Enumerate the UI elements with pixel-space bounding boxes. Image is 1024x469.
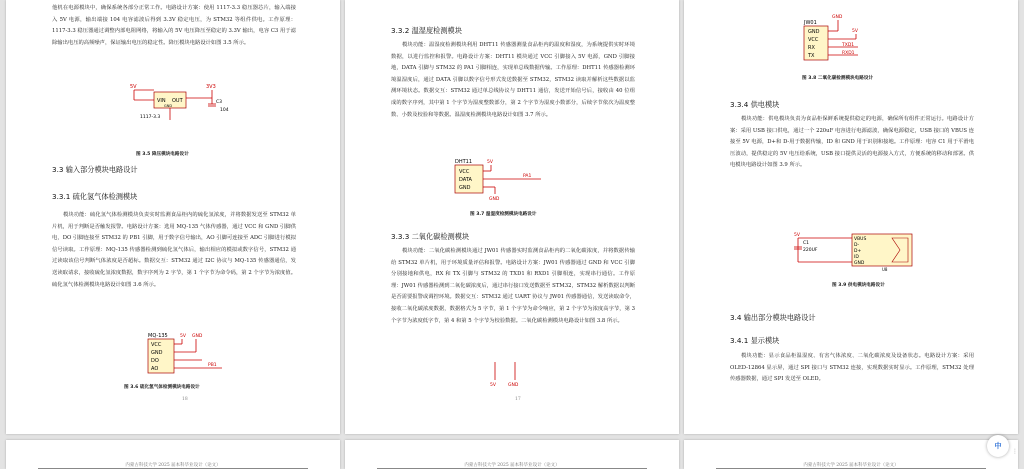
chip-label: 1117-3.3 xyxy=(140,115,161,120)
pin-label: GND xyxy=(808,29,820,35)
cap-label: C1 xyxy=(803,241,810,246)
subsection-heading: 3.3.2 温湿度检测模块 xyxy=(391,26,462,35)
pin-label: DO xyxy=(151,358,159,364)
cap-value: 220UF xyxy=(803,248,818,253)
document-page-6 xyxy=(684,440,1018,469)
figure-caption: 图 3.9 供电模块电路设计 xyxy=(832,283,885,288)
net-label-gnd: GND xyxy=(508,383,519,388)
circuit-figure-3-9 xyxy=(792,228,922,272)
cap-label: C3 xyxy=(216,100,223,105)
document-page-2 xyxy=(345,0,679,434)
circuit-figure-3-8-top xyxy=(485,362,545,392)
pin-label: VCC xyxy=(808,37,819,43)
circuit-figure-3-7 xyxy=(451,156,561,201)
paragraph: 模块功能：温湿度检测模块利用 DHT11 传感器测量食品柜内的温度和湿度，为系统提供实时环境数据，以进行监控和报警。电路设计方案：DHT11 模块通过 VCC 引脚接入 5V 电源，GND 引脚接地，DATA 引脚与 STM32 的 PA1 引脚相连，实现单总线数据传输。工作原理：DHT11 传感器检测环境温湿度后，通过 DATA 引脚以数字信号形式发送数据至 STM32，STM32 读取并解析这些数据以监测环境状态。数据交互：STM32 通过单总线协议与 DHT11 通信，发送开始信号后，接收由 40 位组成的数字序列，其中第 1 个字节为湿度整数部分，第 2 个字节为湿度小数部分，后续字节依次为温度整数、小数及校验和等数据。温湿度检测模块电路设计如图 3.7 所示。 xyxy=(391,42,635,118)
paragraph: 他机在电源模块中，确保系统各部分正常工作。电路设计方案：使用 1117-3.3 稳压器芯片，输入端接入 5V 电源，输出端接 104 电容滤波后得到 3.3V 稳定电压，为 STM32 等组件供电。工作原理：1117-3.3 稳压器通过调整内部电阻网络，将输入的 5V 电压降压至稳定的 3.3V 输出，电容 C3 用于滤除输出电压的高频噪声，保证输出电压的稳定性。降压模块电路设计如图 3.5 所示。 xyxy=(52,5,296,46)
document-page-3 xyxy=(684,0,1018,434)
section-heading: 3.3 输入部分模块电路设计 xyxy=(52,165,138,174)
net-label-5v: 5V xyxy=(180,334,186,339)
figure-caption: 图 3.6 硫化氢气体检测模块电路设计 xyxy=(124,385,200,390)
pin-label: VCC xyxy=(459,169,470,175)
figure-caption: 图 3.7 温湿度检测模块电路设计 xyxy=(470,212,537,217)
paragraph: 模块功能：供电模块负责为食品柜保鲜系统提供稳定的电源，确保所有组件正常运行。电路设计方案：采用 USB 接口供电，通过一个 220uF 电容进行电源滤波，确保电源稳定，USB 接口的 VBUS 连接至 5V 电源，D+和 D-用于数据传输，ID 和 GND 用于识别和接地。工作原理：电容 C1 用于平滑电压波动，提供稳定的 5V 电压给系统，USB 接口提供灵活的电源接入方式，方便系统的移动和部署。供电模块电路设计如图 3.9 所示。 xyxy=(730,116,974,169)
language-toggle-button[interactable] xyxy=(987,435,1009,457)
document-page-5 xyxy=(345,440,679,469)
pin-gnd: GND xyxy=(164,104,173,108)
net-label-gnd: GND xyxy=(192,334,203,339)
net-label-pa1: PA1 xyxy=(523,174,532,179)
document-page-1 xyxy=(6,0,340,434)
subsection-heading: 3.3.1 硫化氢气体检测模块 xyxy=(52,192,138,201)
chip-label: DHT11 xyxy=(455,159,473,165)
net-label-gnd: GND xyxy=(832,15,843,20)
pin-label: AO xyxy=(151,366,159,372)
ref-label: U8 xyxy=(882,267,888,272)
paragraph: 模块功能：二氧化碳检测模块通过 JW01 传感器实时监测食品柜内的二氧化碳浓度，并将数据传输给 STM32 单片机，用于环境质量评估和报警。电路设计方案：JW01 传感器通过 GND 和 VCC 引脚分别接地和供电，RX 和 TX 引脚与 STM32 的 TXD1 和 RXD1 引脚相连，实现串行通信。工作原理：JW01 传感器检测到二氧化碳浓度后，通过串行接口发送数据至 STM32，STM32 解析数据以判断是否需要报警或调控环境。数据交互：STM32 通过 UART 协议与 JW01 传感器通信，发送读取命令，接收二氧化碳浓度数据，数据格式为 5 字节，第 1 个字节为命令响应，第 2 个字节为浓度高字节，第 3 个字节为浓度低字节，第 4 和第 5 个字节为校验数据。二氧化碳检测模块电路设计如图 3.8 所示。 xyxy=(391,248,635,324)
circuit-figure-3-6 xyxy=(142,330,242,375)
pin-vin: VIN xyxy=(157,98,166,104)
pin-out: OUT xyxy=(172,98,183,104)
figure-caption: 图 3.5 降压模块电路设计 xyxy=(136,152,189,157)
pin-label: RX xyxy=(808,45,815,51)
net-label-5v: 5V xyxy=(852,29,858,34)
circuit-figure-3-5 xyxy=(124,80,234,130)
pin-label: TX xyxy=(808,53,815,59)
net-label-5v: 5V xyxy=(794,233,800,238)
net-label-5v: 5V xyxy=(487,160,493,165)
chip-label: JW01 xyxy=(804,20,817,26)
running-header: 内蒙古科技大学 2025 届本科毕业设计（论文） xyxy=(464,463,560,468)
section-heading: 3.4 输出部分模块电路设计 xyxy=(730,313,816,322)
document-page-4 xyxy=(6,440,340,469)
circuit-figure-3-8 xyxy=(802,12,902,64)
paragraph: 模块功能：显示食品柜温湿度、有害气体浓度、二氧化碳浓度及设备状态。电路设计方案：采用 OLED-12864 显示屏，通过 SPI 接口与 STM32 连接，实现数据实时显示。工作原理，STM32 处理传感器数据，通过 SPI 发送至 OLED。 xyxy=(730,353,974,383)
running-header: 内蒙古科技大学 2025 届本科毕业设计（论文） xyxy=(125,463,221,468)
subsection-heading: 3.3.4 供电模块 xyxy=(730,100,780,109)
net-label-pb1: PB1 xyxy=(208,363,217,368)
chip-label: MQ-135 xyxy=(148,333,168,339)
net-label-txd1: TXD1 xyxy=(842,43,855,48)
language-icon: 中 xyxy=(994,442,1002,450)
pin-label: D- xyxy=(854,243,860,248)
pin-label: GND xyxy=(151,350,163,356)
pin-label: D+ xyxy=(854,249,862,254)
pin-label: GND xyxy=(854,261,865,266)
subsection-heading: 3.3.3 二氧化碳检测模块 xyxy=(391,232,470,241)
more-options-icon[interactable]: ⋮ xyxy=(1012,448,1018,455)
net-label-5v: 5V xyxy=(490,383,496,388)
pin-label: VCC xyxy=(151,342,162,348)
running-header: 内蒙古科技大学 2025 届本科毕业设计（论文） xyxy=(803,463,899,468)
figure-caption: 图 3.8 二氧化碳检测模块电路设计 xyxy=(802,76,874,81)
net-label-3v3: 3V3 xyxy=(206,84,216,90)
pin-label: GND xyxy=(459,185,471,191)
subsection-heading: 3.4.1 显示模块 xyxy=(730,336,780,345)
net-label-gnd: GND xyxy=(489,197,500,201)
pin-label: DATA xyxy=(459,177,472,183)
page-number: 18 xyxy=(182,397,188,402)
paragraph: 模块功能：硫化氢气体检测模块负责实时监测食品柜内的硫化氢浓度，并将数据发送至 STM32 单片机，用于判断是否触发报警。电路设计方案：选用 MQ-135 气体传感器，通过 VCC 和 GND 引脚供电，DO 引脚连接至 STM32 的 PB1 引脚，用于数字信号输出，AO 引脚可连接至 ADC 引脚进行模拟信号读取。工作原理：MQ-135 传感器检测到硫化氢气体后，输出相应的模拟或数字信号，STM32 通过读取该信号判断气体浓度是否超标。数据交互：STM32 通过 I2C 协议与 MQ-135 传感器通信，发送读取请求，接收硫化氢浓度数据，数字序列为 2 字节，第 1 个字节为命令码，第 2 个字节为浓度值。硫化氢气体检测模块电路设计如图 3.6 所示。 xyxy=(52,212,296,288)
cap-value: 104 xyxy=(220,108,229,113)
pin-label: VBUS xyxy=(854,237,867,242)
pin-label: ID xyxy=(854,255,859,260)
net-label-5v: 5V xyxy=(130,84,137,90)
net-label-rxd1: RXD1 xyxy=(842,51,855,56)
page-number: 17 xyxy=(515,397,521,402)
